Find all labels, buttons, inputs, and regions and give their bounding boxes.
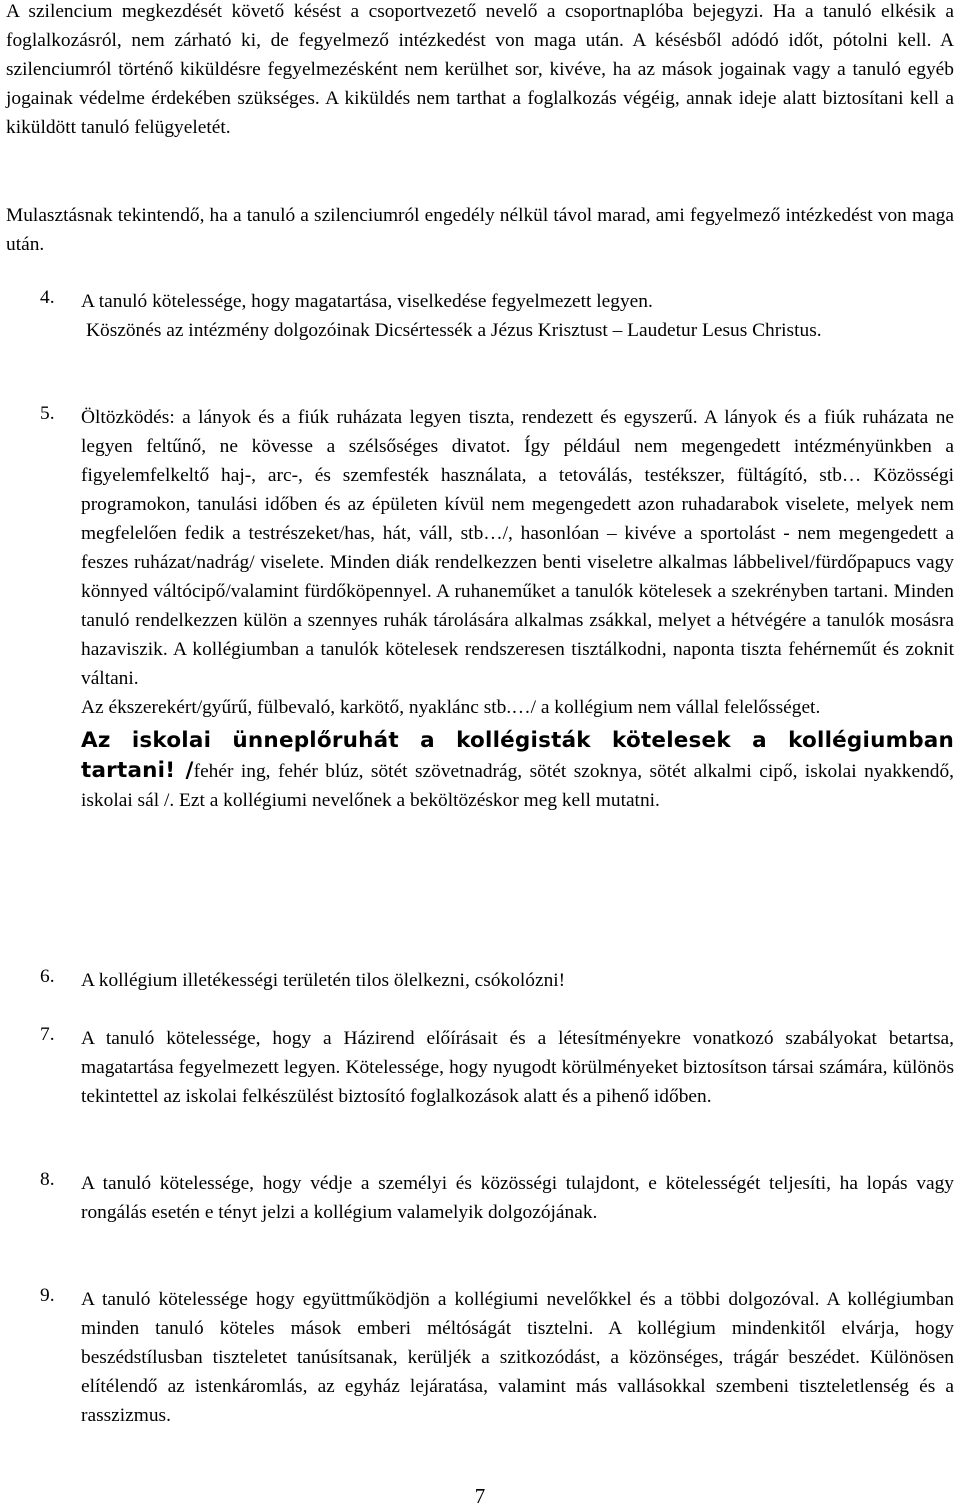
uniform-details: fehér ing, fehér blúz, sötét szövetnadrág, sötét szoknya, sötét alkalmi cipő, iskolai nyakkendő, iskolai sál /. Ezt a kollégiumi nevelőnek a beköltözéskor meg kell mutatni. [81,761,954,811]
item-number: 8. [40,1169,55,1190]
list-item [40,1169,954,1227]
list-item [40,1285,954,1430]
item-number: 4. [40,287,55,308]
emphasis-text: Az iskolai ünneplőruhát a kollégisták kötelesek a kollégiumban tartani! / [81,728,954,783]
page-number: 7 [474,1484,486,1508]
item-number: 5. [40,403,55,424]
item-text: A kollégium illetékességi területén tilos ölelkezni, csókolózni! [81,970,566,991]
item-text: A tanuló kötelessége, hogy magatartása, viselkedése fegyelmezett legyen. [81,291,653,312]
item-number: 9. [40,1285,55,1306]
uniform-text [81,726,954,815]
absence-paragraph: Mulasztásnak tekintendő, ha a tanuló a szilenciumról engedély nélkül távol marad, ami fegyelmező intézkedést von maga után. [6,205,954,255]
greeting-text: Köszönés az intézmény dolgozóinak Dicsértessék a Jézus Krisztust – Laudetur Lesus Christus. [86,320,822,341]
intro-paragraph: A szilencium megkezdését követő késést a csoportvezető nevelő a csoportnaplóba bejegyzi. Ha a tanuló elkésik a foglalkozásról, nem zárható ki, de fegyelmező intézkedést von maga után. A késésből adódó időt, pótolni kell. A szilenciumról történő kiküldésre fegyelmezésként nem kerülhet sor, kivéve, ha az mások jogainak vagy a tanuló egyéb jogainak védelme érdekében szükséges. A kiküldés nem tarthat a foglalkozás végéig, annak ideje alatt biztosítani kell a kiküldött tanuló felügyeletét. [6,1,954,138]
item-text: A tanuló kötelessége hogy együttműködjön a kollégiumi nevelőkkel és a többi dolgozóval. A kollégiumban minden tanuló köteles mások emberi méltóságát tisztelni. A kollégium mindenkitől elvárja, hogy beszédstílusban tiszteletet tanúsítsanak, kerüljék a szitkozódást, a közönséges, trágár beszédet. Különösen elítélendő az istenkáromlás, az egyház lejáratása, valamint más vallásokkal szembeni tiszteletlenség és a rasszizmus. [81,1289,954,1426]
list-item [40,1024,954,1111]
list-item [40,403,954,815]
item-text: A tanuló kötelessége, hogy védje a személyi és közösségi tulajdont, e kötelességét teljesíti, ha lopás vagy rongálás esetén e tényt jelzi a kollégium valamelyik dolgozójának. [81,1173,954,1223]
jewelry-text: Az ékszerekért/gyűrű, fülbevaló, karkötő, nyaklánc stb.…/ a kollégium nem vállal felelősséget. [81,697,821,718]
item-number: 7. [40,1024,55,1045]
list-item [40,287,954,345]
item-text: Öltözködés: a lányok és a fiúk ruházata legyen tiszta, rendezett és egyszerű. A lányok és a fiúk ruházata ne legyen feltűnő, ne kövesse a szélsőséges divatot. Így például nem megengedett intézményünkben a figyelemfelkeltő haj-, arc-, és szemfesték használata, a tetoválás, testékszer, fültágító, stb… Közösségi programokon, tanulási időben és az épületen kívül nem megengedett azon ruhadarabok viselete, melyek nem megfelelően fedik a testrészeket/has, hát, váll, stb…/, hasonlóan – kivéve a sportolást - nem megengedett a feszes ruházat/nadrág/ viselete. Minden diák rendelkezzen benti viseletre alkalmas lábbelivel/fürdőpapucs vagy könnyed váltócipő/valamint fürdőköpennyel. A ruhaneműket a tanulók kötelesek a szekrényben tartani. Minden tanuló rendelkezzen külön a szennyes ruhák tárolására alkalmas zsákkal, melyet a hétvégére a tanulók mosásra hazaviszik. A kollégiumban a tanulók kötelesek rendszeresen tisztálkodni, naponta tiszta fehérneműt és zoknit váltani. [81,407,954,689]
list-item [40,966,954,995]
item-text: A tanuló kötelessége, hogy a Házirend előírásait és a létesítményekre vonatkozó szabályokat betartsa, magatartása fegyelmezett legyen. Kötelessége, hogy nyugodt körülményeket biztosítson társai számára, különös tekintettel az iskolai felkészülést biztosító foglalkozások alatt és a pihenő időben. [81,1028,954,1107]
item-number: 6. [40,966,55,987]
